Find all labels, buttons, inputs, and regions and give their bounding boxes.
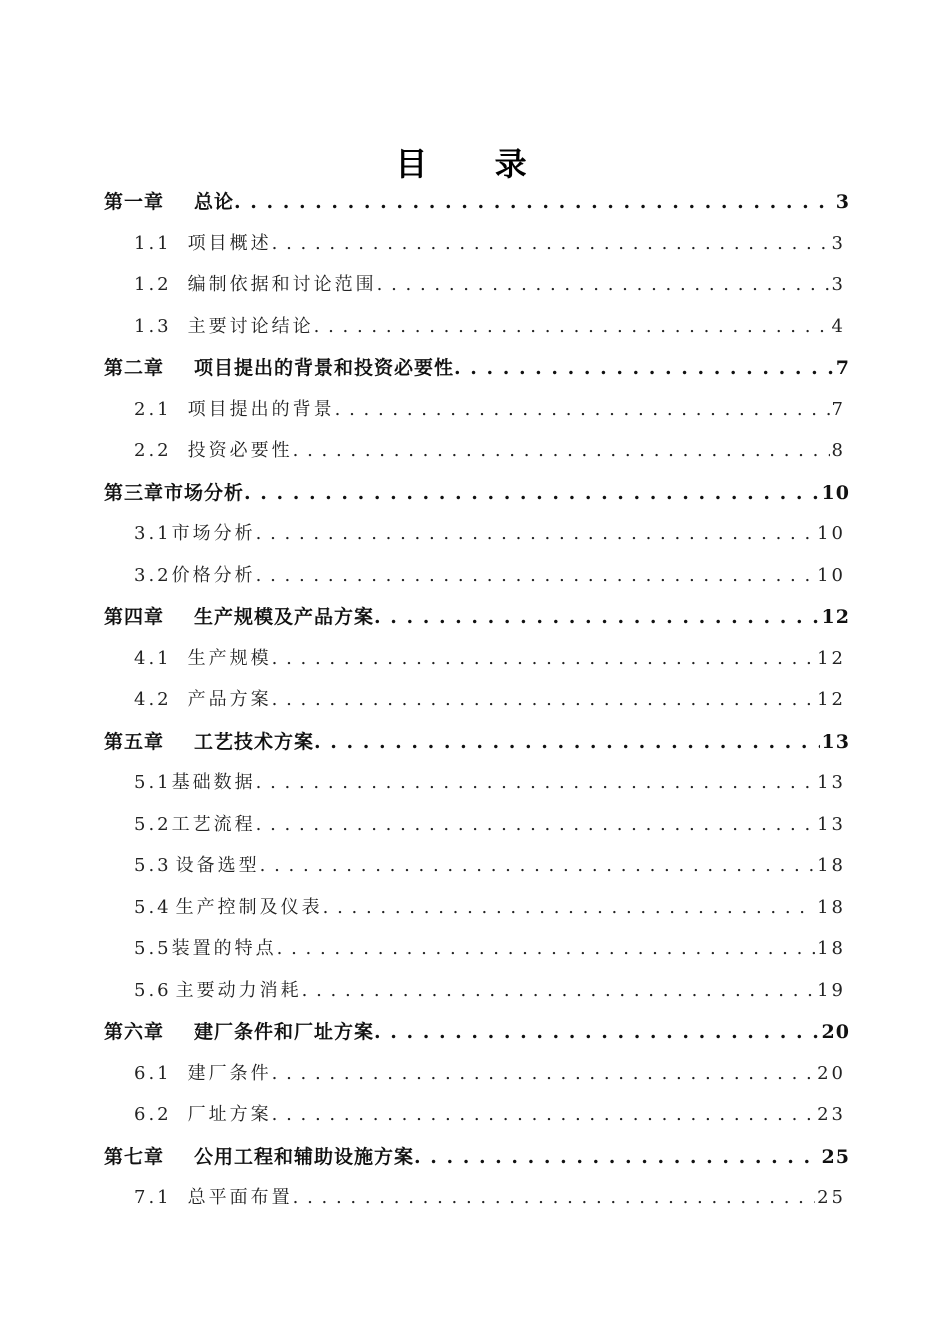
entry-number: 4.1 — [134, 647, 172, 669]
toc-entry-section-1-1[interactable] — [134, 229, 846, 271]
toc-entry-chapter-2[interactable] — [104, 353, 850, 395]
entry-label: 投资必要性 — [187, 440, 293, 461]
entry-page-number: 18 — [817, 896, 846, 918]
dot-leader — [414, 1146, 820, 1168]
toc-entry-chapter-6[interactable] — [104, 1017, 850, 1059]
entry-number: 6.1 — [134, 1062, 172, 1084]
entry-page-number: 25 — [817, 1187, 846, 1208]
dot-leader — [314, 731, 820, 753]
entry-number: 5.4 — [134, 896, 172, 918]
entry-label: 主要动力消耗 — [175, 979, 302, 1001]
entry-page-number: 19 — [817, 979, 846, 1001]
toc-entry-chapter-5[interactable] — [104, 727, 850, 769]
toc-entry-section-6-2[interactable] — [134, 1100, 846, 1142]
dot-leader — [293, 1187, 815, 1208]
toc-entry-section-1-3[interactable] — [134, 312, 846, 354]
entry-label: 生产控制及仪表 — [175, 896, 323, 918]
entry-label: 装置的特点 — [171, 938, 277, 959]
toc-title: 目 录 — [395, 145, 555, 183]
dot-leader — [256, 772, 815, 793]
toc-entry-section-1-2[interactable] — [134, 270, 846, 312]
entry-number: 4.2 — [134, 689, 172, 710]
entry-label: 建厂条件 — [187, 1062, 272, 1084]
entry-page-number: 12 — [817, 689, 846, 710]
dot-leader — [256, 814, 815, 835]
entry-number: 第一章 — [104, 191, 165, 213]
dot-leader — [272, 648, 815, 669]
entry-label: 工艺技术方案 — [194, 730, 315, 753]
entry-number: 5.3 — [134, 855, 172, 876]
toc-entry-chapter-1[interactable] — [104, 187, 850, 229]
toc-entry-section-2-1[interactable] — [134, 395, 846, 437]
entry-page-number: 13 — [817, 772, 846, 793]
toc-entry-section-3-1[interactable] — [134, 519, 846, 561]
entry-number: 第五章 — [104, 730, 165, 753]
toc-entry-section-5-1[interactable] — [134, 768, 846, 810]
entry-number: 第六章 — [104, 1021, 165, 1043]
entry-label: 市场分析 — [171, 523, 256, 544]
dot-leader — [314, 316, 830, 337]
entry-number: 第七章 — [104, 1145, 165, 1168]
dot-leader — [272, 233, 830, 254]
entry-number: 第二章 — [104, 357, 165, 379]
entry-page-number: 7 — [831, 398, 846, 420]
entry-number: 1.2 — [134, 274, 172, 295]
entry-number: 第三章 — [104, 481, 165, 504]
dot-leader — [277, 938, 815, 959]
entry-page-number: 20 — [821, 1021, 850, 1043]
entry-page-number: 8 — [831, 440, 846, 461]
dot-leader — [374, 1021, 820, 1043]
entry-page-number: 3 — [831, 274, 846, 295]
entry-label: 主要讨论结论 — [187, 315, 314, 337]
dot-leader — [256, 565, 815, 586]
entry-number: 5.6 — [134, 979, 172, 1001]
entry-number: 6.2 — [134, 1104, 172, 1125]
entry-label: 价格分析 — [171, 564, 256, 586]
toc-entry-section-7-1[interactable] — [134, 1183, 846, 1225]
entry-number: 3.1 — [134, 523, 172, 544]
entry-label: 厂址方案 — [187, 1104, 272, 1125]
entry-page-number: 4 — [831, 315, 846, 337]
toc-entry-section-4-1[interactable] — [134, 644, 846, 686]
entry-page-number: 12 — [821, 606, 850, 628]
dot-leader — [335, 399, 830, 420]
toc-entry-chapter-3[interactable] — [104, 478, 850, 520]
entry-number: 1.1 — [134, 232, 172, 254]
toc-entry-section-6-1[interactable] — [134, 1059, 846, 1101]
dot-leader — [244, 482, 820, 504]
toc-entry-section-5-3[interactable] — [134, 851, 846, 893]
dot-leader — [374, 606, 820, 628]
toc-entry-section-5-2[interactable] — [134, 810, 846, 852]
entry-label: 项目概述 — [187, 232, 272, 254]
toc-entry-section-4-2[interactable] — [134, 685, 846, 727]
entry-label: 总论 — [194, 191, 235, 213]
entry-page-number: 18 — [817, 855, 846, 876]
entry-label: 编制依据和讨论范围 — [187, 274, 377, 295]
entry-number: 5.2 — [134, 813, 172, 835]
entry-page-number: 25 — [821, 1145, 850, 1168]
entry-page-number: 13 — [821, 730, 850, 753]
toc-entry-section-5-5[interactable] — [134, 934, 846, 976]
entry-page-number: 20 — [817, 1062, 846, 1084]
entry-label: 市场分析 — [164, 481, 245, 504]
entry-page-number: 18 — [817, 938, 846, 959]
entry-number: 1.3 — [134, 315, 172, 337]
entry-label: 工艺流程 — [171, 813, 256, 835]
entry-label: 项目提出的背景 — [187, 398, 335, 420]
entry-page-number: 10 — [817, 523, 846, 544]
toc-entry-section-3-2[interactable] — [134, 561, 846, 603]
entry-label: 设备选型 — [175, 855, 260, 876]
entry-label: 产品方案 — [187, 689, 272, 710]
entry-page-number: 10 — [817, 564, 846, 586]
entry-label: 建厂条件和厂址方案 — [194, 1021, 375, 1043]
dot-leader — [272, 1063, 815, 1084]
entry-page-number: 3 — [831, 232, 846, 254]
entry-page-number: 23 — [817, 1104, 846, 1125]
entry-page-number: 12 — [817, 647, 846, 669]
dot-leader — [260, 855, 815, 876]
entry-number: 第四章 — [104, 606, 165, 628]
toc-entry-section-5-6[interactable] — [134, 976, 846, 1018]
entry-number: 2.1 — [134, 398, 172, 420]
entry-label: 生产规模及产品方案 — [194, 606, 375, 628]
entry-label: 基础数据 — [171, 772, 256, 793]
dot-leader — [256, 523, 815, 544]
dot-leader — [234, 191, 834, 213]
entry-label: 项目提出的背景和投资必要性 — [194, 357, 455, 379]
entry-page-number: 7 — [835, 357, 850, 379]
dot-leader — [454, 357, 834, 379]
entry-number: 7.1 — [134, 1187, 172, 1208]
toc-entry-section-2-2[interactable] — [134, 436, 846, 478]
dot-leader — [323, 897, 815, 918]
dot-leader — [302, 980, 815, 1001]
entry-label: 公用工程和辅助设施方案 — [194, 1145, 415, 1168]
dot-leader — [377, 274, 830, 295]
entry-page-number: 13 — [817, 813, 846, 835]
toc-entry-chapter-4[interactable] — [104, 602, 850, 644]
dot-leader — [293, 440, 830, 461]
toc-entry-section-5-4[interactable] — [134, 893, 846, 935]
entry-number: 5.1 — [134, 772, 172, 793]
entry-number: 2.2 — [134, 440, 172, 461]
entry-number: 3.2 — [134, 564, 172, 586]
entry-number: 5.5 — [134, 938, 172, 959]
entry-label: 总平面布置 — [187, 1187, 293, 1208]
dot-leader — [272, 689, 815, 710]
dot-leader — [272, 1104, 815, 1125]
entry-page-number: 10 — [821, 481, 850, 504]
toc-entry-chapter-7[interactable] — [104, 1142, 850, 1184]
entry-label: 生产规模 — [187, 647, 272, 669]
entry-page-number: 3 — [835, 191, 850, 213]
